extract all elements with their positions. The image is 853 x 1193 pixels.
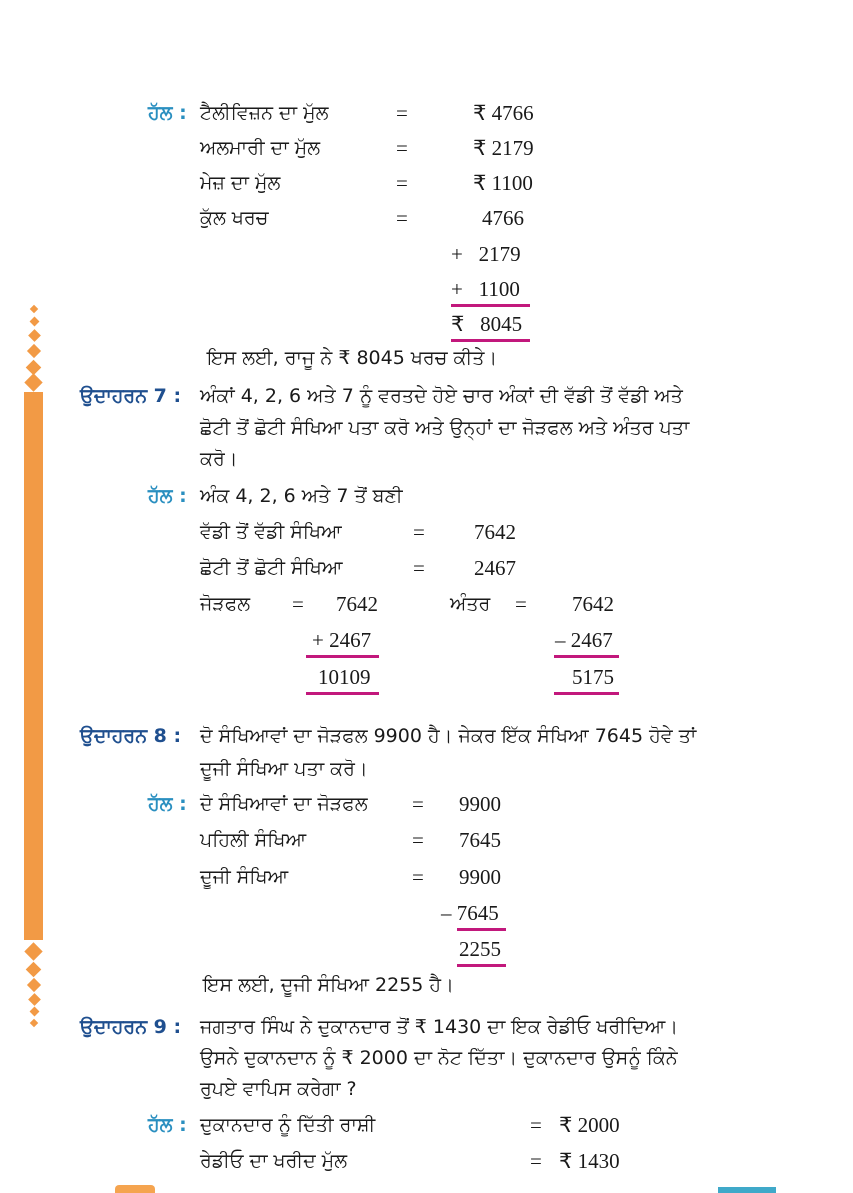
margin-diamond-icon (24, 942, 42, 960)
tv-price-label: ਟੈਲੀਵਿਜ਼ਨ ਦਾ ਮੁੱਲ (200, 102, 329, 124)
first-number-value: 7645 (459, 828, 501, 852)
solution-label: ਹੱਲ : (148, 485, 187, 507)
solution-label: ਹੱਲ : (148, 793, 187, 815)
sum-of-two-equals: = (412, 792, 424, 816)
margin-diamond-icon (30, 305, 38, 313)
amount-given-equals: = (530, 1113, 542, 1137)
largest-number-value: 7642 (474, 520, 516, 544)
margin-diamond-icon (28, 329, 41, 342)
margin-diamond-icon (27, 344, 41, 358)
sum-of-two-value: 9900 (459, 792, 501, 816)
example8-question-line1: ਦੋ ਸੰਖਿਆਵਾਂ ਦਾ ਜੋੜਫਲ 9900 ਹੈ। ਜੇਕਰ ਇੱਕ ਸੰਖਿਆ 7645 ਹੋਵੇ ਤਾਂ (200, 725, 697, 747)
radio-price-equals: = (530, 1149, 542, 1173)
example7-intro: ਅੰਕ 4, 2, 6 ਅਤੇ 7 ਤੋਂ ਬਣੀ (200, 485, 403, 507)
margin-diamond-icon (30, 1007, 40, 1017)
sum-double-underline (451, 339, 530, 342)
difference-double-underline (554, 692, 619, 695)
example7-question-line1: ਅੰਕਾਂ 4, 2, 6 ਅਤੇ 7 ਨੂੰ ਵਰਤਦੇ ਹੋਏ ਚਾਰ ਅੰਕਾਂ ਦੀ ਵੱਡੀ ਤੋਂ ਵੱਡੀ ਅਤੇ (200, 385, 683, 407)
example8-conclusion: ਇਸ ਲਈ, ਦੂਜੀ ਸੰਖਿਆ 2255 ਹੈ। (203, 974, 454, 996)
solution-label: ਹੱਲ : (148, 1114, 187, 1136)
margin-diamond-icon (24, 373, 42, 391)
addend-1100: + 1100 (451, 277, 520, 301)
almirah-price-equals: = (396, 136, 408, 160)
largest-number-label: ਵੱਡੀ ਤੋਂ ਵੱਡੀ ਸੰਖਿਆ (200, 521, 342, 543)
addend-2179: + 2179 (451, 242, 521, 266)
difference-underline (457, 928, 506, 931)
difference-result: 5175 (572, 665, 614, 689)
first-number-equals: = (412, 828, 424, 852)
smallest-number-label: ਛੋਟੀ ਤੋਂ ਛੋਟੀ ਸੰਖਿਆ (200, 557, 343, 579)
margin-diamond-icon (28, 993, 41, 1006)
margin-diamond-icon (30, 317, 40, 327)
table-price-label: ਮੇਜ਼ ਦਾ ਮੁੱਲ (200, 172, 281, 194)
difference-label: ਅੰਤਰ (450, 593, 491, 615)
sum-operand-a: 7642 (336, 592, 378, 616)
example9-label: ਉਦਾਹਰਨ 9 : (80, 1016, 182, 1038)
first-number-label: ਪਹਿਲੀ ਸੰਖਿਆ (200, 829, 307, 851)
radio-price-label: ਰੇਡੀਓ ਦਾ ਖਰੀਦ ਮੁੱਲ (200, 1150, 348, 1172)
total-cost-equals: = (396, 206, 408, 230)
second-number-value: 9900 (459, 865, 501, 889)
table-price-value: ₹ 1100 (473, 171, 533, 195)
amount-given-label: ਦੁਕਾਨਦਾਰ ਨੂੰ ਦਿੱਤੀ ਰਾਸ਼ੀ (200, 1114, 376, 1136)
example7-label: ਉਦਾਹਰਨ 7 : (80, 385, 182, 407)
second-number-equals: = (412, 865, 424, 889)
solution1-conclusion: ਇਸ ਲਈ, ਰਾਜੂ ਨੇ ₹ 8045 ਖਰਚ ਕੀਤੇ। (207, 347, 498, 369)
sum-of-two-label: ਦੋ ਸੰਖਿਆਵਾਂ ਦਾ ਜੋੜਫਲ (200, 793, 368, 815)
total-sum-value: ₹ 8045 (451, 312, 523, 336)
example9-question-line2: ਉਸਨੇ ਦੁਕਾਨਦਾਨ ਨੂੰ ₹ 2000 ਦਾ ਨੋਟ ਦਿੱਤਾ। ਦੁਕਾਨਦਾਰ ਉਸਨੂੰ ਕਿੰਨੇ (200, 1047, 678, 1069)
second-number-label: ਦੂਜੀ ਸੰਖਿਆ (200, 866, 289, 888)
margin-diamond-icon (30, 1019, 38, 1027)
example7-question-line3: ਕਰੋ। (200, 448, 238, 470)
difference-operand-b: – 2467 (555, 628, 613, 652)
tv-price-value: ₹ 4766 (473, 101, 534, 125)
example9-question-line1: ਜਗਤਾਰ ਸਿੰਘ ਨੇ ਦੁਕਾਨਦਾਰ ਤੋਂ ₹ 1430 ਦਾ ਇਕ ਰੇਡੀਓ ਖਰੀਦਿਆ। (200, 1016, 679, 1038)
total-cost-label: ਕੁੱਲ ਖਰਚ (200, 207, 269, 229)
difference-underline (554, 655, 619, 658)
radio-price-value: ₹ 1430 (559, 1149, 620, 1173)
sum-operand-b: + 2467 (312, 628, 372, 652)
almirah-price-label: ਅਲਮਾਰੀ ਦਾ ਮੁੱਲ (200, 137, 321, 159)
sum-underline (451, 304, 530, 307)
smallest-number-value: 2467 (474, 556, 516, 580)
almirah-price-value: ₹ 2179 (473, 136, 534, 160)
sum-double-underline (306, 692, 379, 695)
sum-underline (306, 655, 379, 658)
tv-price-equals: = (396, 101, 408, 125)
sum-result: 10109 (318, 665, 371, 689)
difference-double-underline (457, 964, 506, 967)
sum-label: ਜੋੜਫਲ (200, 593, 251, 615)
largest-number-equals: = (413, 520, 425, 544)
difference-operand-a: 7642 (572, 592, 614, 616)
difference-result: 2255 (459, 937, 501, 961)
example8-question-line2: ਦੂਜੀ ਸੰਖਿਆ ਪਤਾ ਕਰੋ। (200, 758, 368, 780)
sum-equals: = (292, 592, 304, 616)
margin-diamond-icon (26, 962, 42, 978)
margin-sidebar-bar (24, 392, 43, 940)
example7-question-line2: ਛੋਟੀ ਤੋਂ ਛੋਟੀ ਸੰਖਿਆ ਪਤਾ ਕਰੋ ਅਤੇ ਉਨ੍ਹਾਂ ਦਾ ਜੋੜਫਲ ਅਤੇ ਅੰਤਰ ਪਤਾ (200, 417, 690, 439)
example9-question-line3: ਰੁਪਏ ਵਾਪਿਸ ਕਰੇਗਾ ? (200, 1078, 357, 1100)
amount-given-value: ₹ 2000 (559, 1113, 620, 1137)
subtrahend: – 7645 (441, 901, 499, 925)
smallest-number-equals: = (413, 556, 425, 580)
page-number-tab (115, 1185, 155, 1193)
margin-diamond-icon (27, 978, 41, 992)
difference-equals: = (515, 592, 527, 616)
example8-label: ਉਦਾਹਰਨ 8 : (80, 725, 182, 747)
footer-bar (718, 1187, 776, 1193)
total-cost-value: 4766 (482, 206, 524, 230)
table-price-equals: = (396, 171, 408, 195)
solution-label: ਹੱਲ : (148, 102, 187, 124)
